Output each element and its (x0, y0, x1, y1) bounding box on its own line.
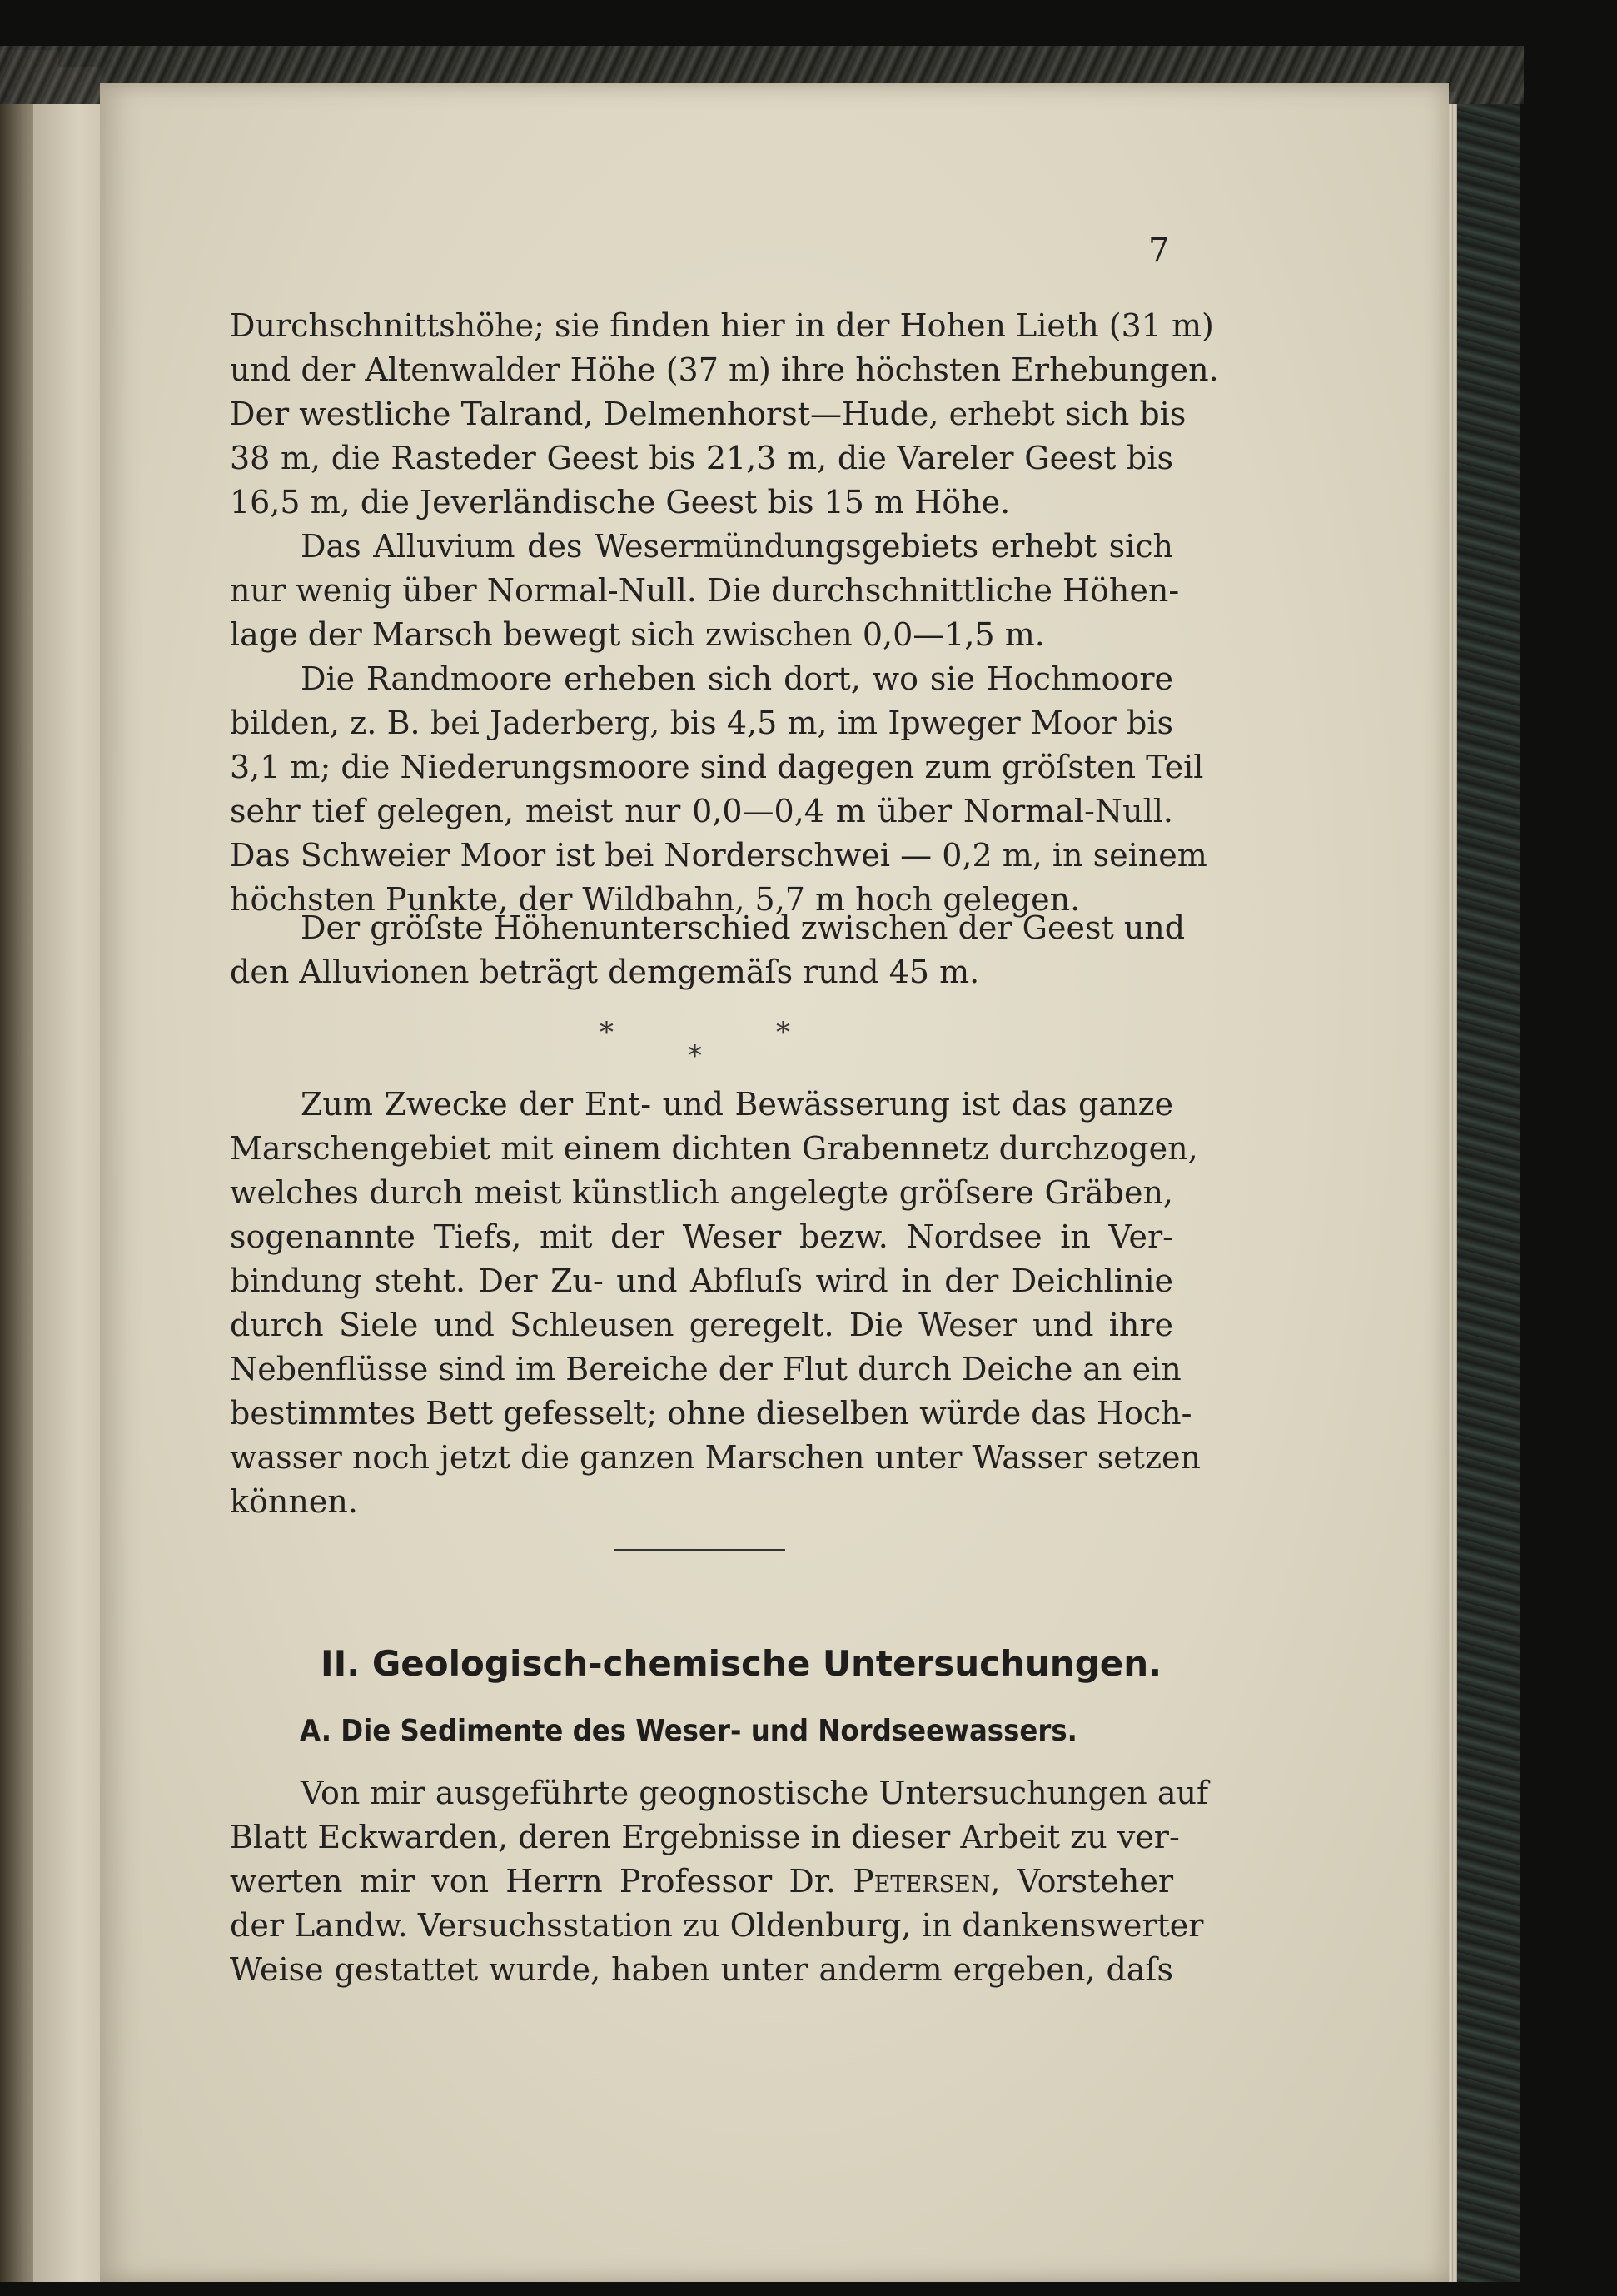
text-line: der Landw. Versuchsstation zu Oldenburg, in dankenswerter (230, 1907, 1204, 1944)
asterism-star: * (600, 1016, 614, 1049)
text-line: 3,1 m; die Niederungsmoore sind dagegen zum gröſsten Teil (230, 749, 1204, 785)
section-heading: II. Geologisch-chemische Untersuchungen. (321, 1643, 1162, 1684)
text-line: lage der Marsch bewegt sich zwischen 0,0—1,5 m. (230, 616, 1045, 653)
text-line: Der westliche Talrand, Delmenhorst—Hude, erhebt sich bis (230, 396, 1187, 432)
text-line: Die Randmoore erheben sich dort, wo sie Hochmoore (301, 660, 1173, 697)
text-line: Durchschnittshöhe; sie finden hier in der Hohen Lieth (31 m) (230, 307, 1214, 344)
text-line: sogenannte Tiefs, mit der Weser bezw. Nordsee in Ver- (230, 1218, 1173, 1255)
text-line: Nebenflüsse sind im Bereiche der Flut durch Deiche an ein (230, 1351, 1182, 1387)
text-line: höchsten Punkte, der Wildbahn, 5,7 m hoch gelegen. (230, 881, 1081, 918)
section-rule (614, 1549, 785, 1551)
text-line: sehr tief gelegen, meist nur 0,0—0,4 m über Normal-Null. (230, 793, 1173, 829)
text-line: können. (230, 1483, 358, 1520)
text-line (230, 1860, 1173, 1903)
book-cover-right (1453, 58, 1520, 2282)
text-line: bestimmtes Bett gefesselt; ohne dieselben würde das Hoch- (230, 1395, 1192, 1432)
facing-page-edge (33, 67, 102, 2282)
text-line: bindung steht. Der Zu- und Abfluſs wird in der Deichlinie (230, 1263, 1173, 1299)
text-line: bilden, z. B. bei Jaderberg, bis 4,5 m, im Ipweger Moor bis (230, 705, 1173, 741)
text-line: Weise gestattet wurde, haben unter anderm ergeben, daſs (230, 1951, 1173, 1988)
text-line: 38 m, die Rasteder Geest bis 21,3 m, die Vareler Geest bis (230, 440, 1173, 476)
asterism-star: * (688, 1039, 702, 1073)
asterism-star: * (776, 1016, 790, 1049)
text-fragment: werten mir von Herrn Professor Dr. (230, 1863, 853, 1900)
author-name: Petersen (853, 1863, 991, 1900)
text-line: wasser noch jetzt die ganzen Marschen unter Wasser setzen (230, 1439, 1201, 1476)
text-line: Das Alluvium des Wesermündungsgebiets erhebt sich (301, 528, 1173, 565)
text-line: Marschengebiet mit einem dichten Grabennetz durchzogen, (230, 1130, 1198, 1167)
text-line: und der Altenwalder Höhe (37 m) ihre höchsten Erhebungen. (230, 351, 1219, 388)
text-line: 16,5 m, die Jeverländische Geest bis 15 m Höhe. (230, 484, 1011, 520)
text-line: Der gröſste Höhenunterschied zwischen der Geest und (301, 909, 1186, 946)
subsection-heading: A. Die Sedimente des Weser- und Nordseewassers. (300, 1714, 1077, 1748)
text-line: welches durch meist künstlich angelegte gröſsere Gräben, (230, 1174, 1173, 1211)
text-line: Blatt Eckwarden, deren Ergebnisse in dieser Arbeit zu ver- (230, 1819, 1180, 1855)
text-line: Das Schweier Moor ist bei Norderschwei — 0,2 m, in seinem (230, 837, 1207, 874)
text-line: durch Siele und Schleusen geregelt. Die Weser und ihre (230, 1307, 1173, 1343)
text-line: Zum Zwecke der Ent- und Bewässerung ist das ganze (301, 1086, 1173, 1123)
text-line: nur wenig über Normal-Null. Die durchschnittliche Höhen- (230, 572, 1180, 609)
text-line: Von mir ausgeführte geognostische Untersuchungen auf (301, 1775, 1209, 1811)
page-number: 7 (1148, 232, 1170, 270)
text-fragment: , Vorsteher (990, 1863, 1174, 1900)
text-line: den Alluvionen beträgt demgemäſs rund 45 m. (230, 954, 980, 990)
